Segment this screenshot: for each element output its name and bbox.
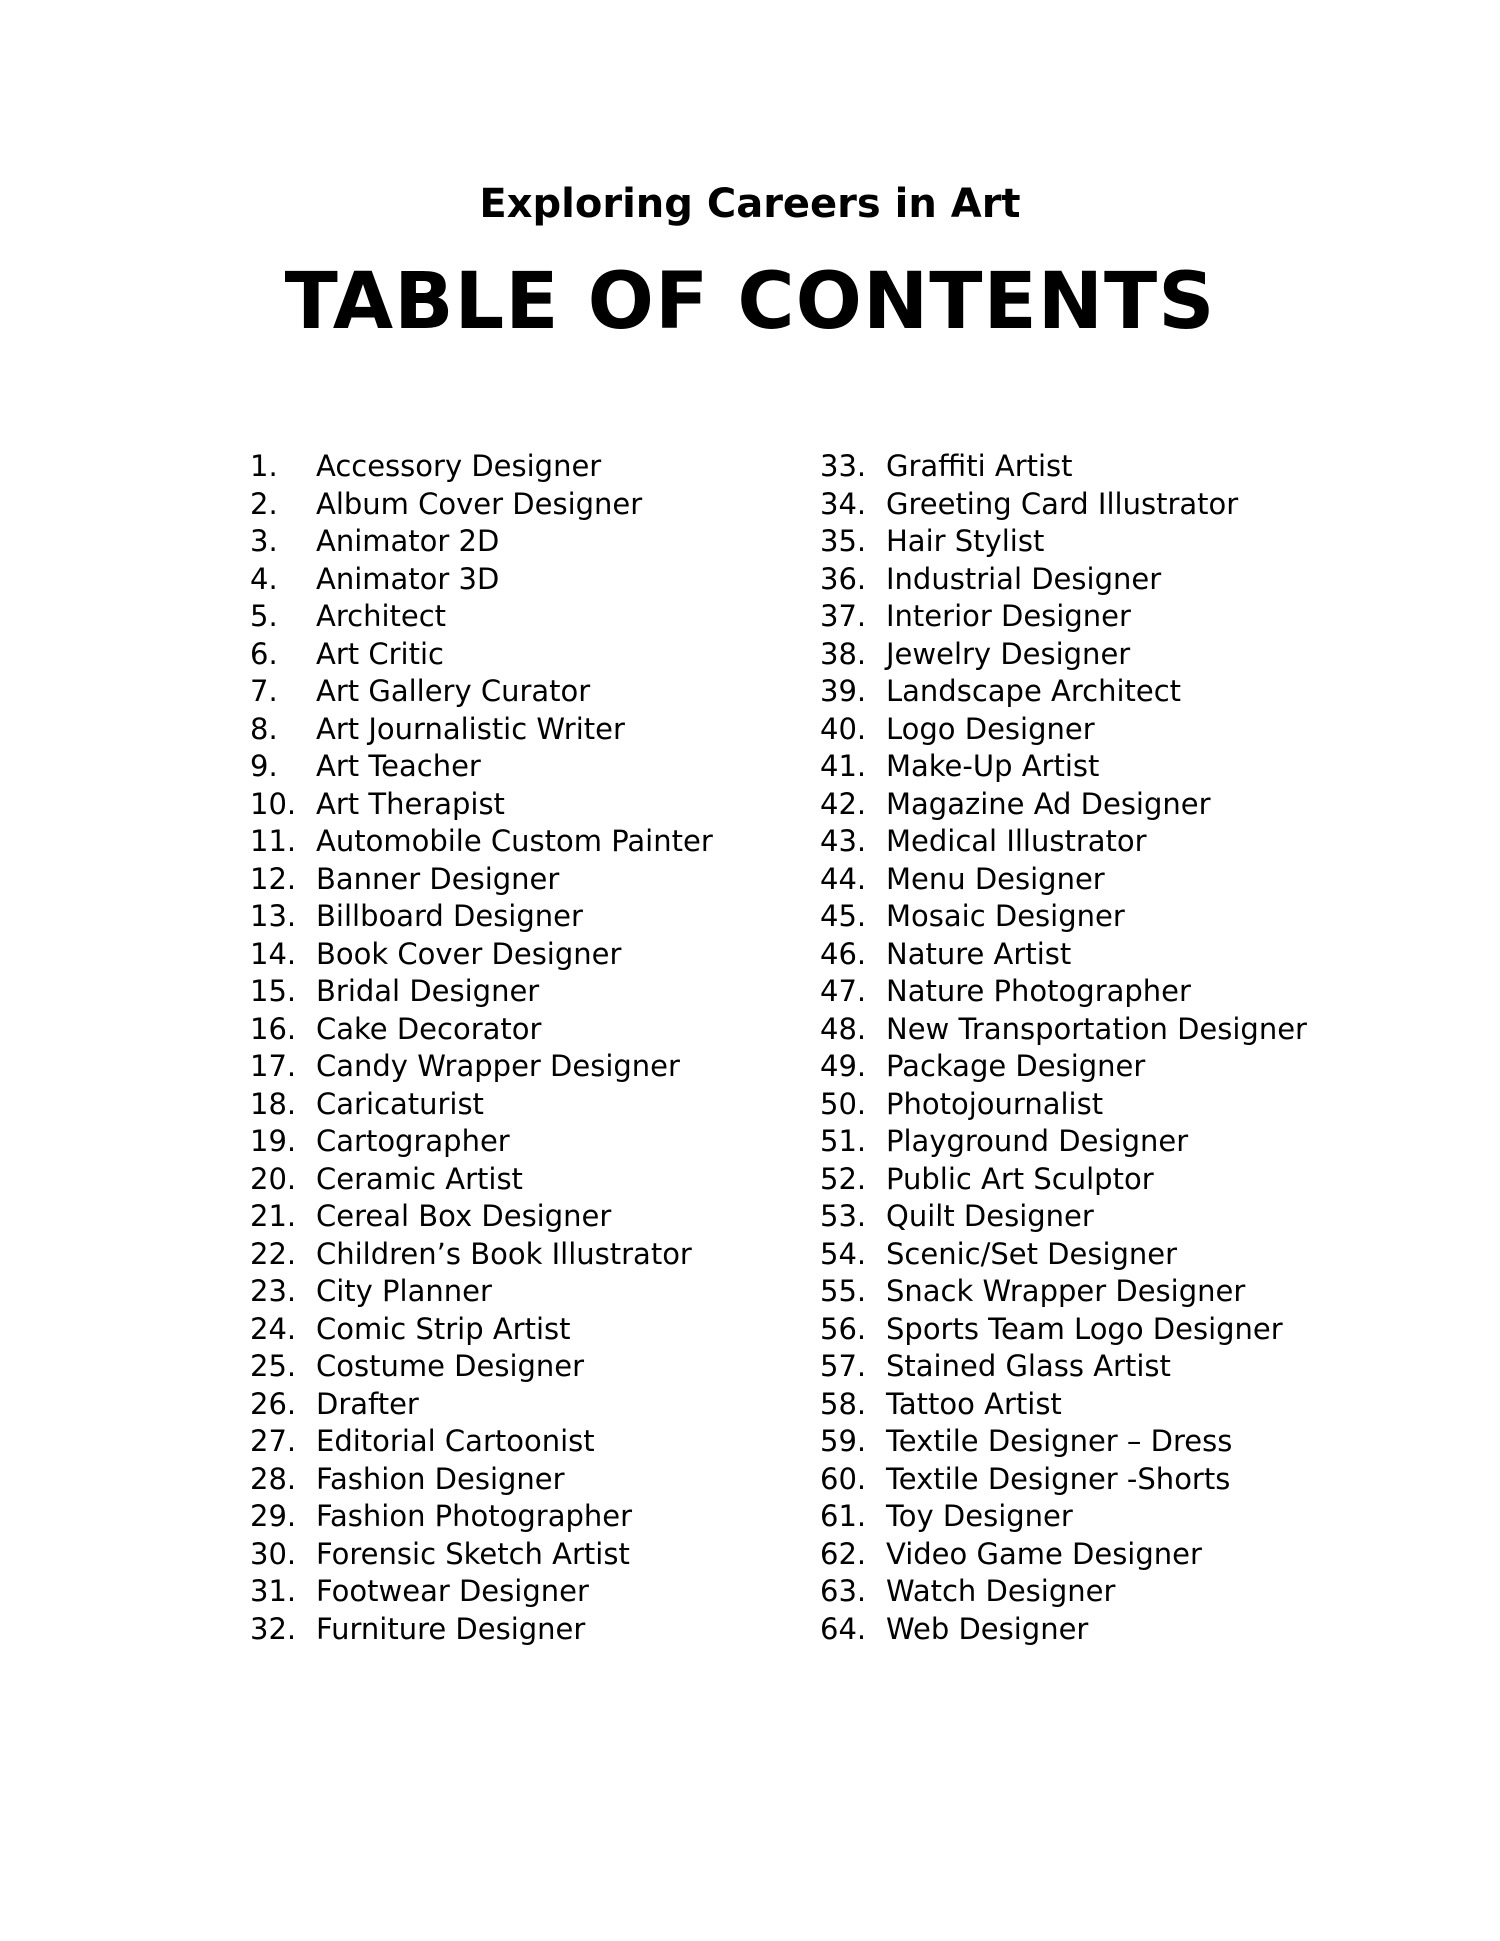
toc-entry: [250, 523, 770, 561]
toc-entry-number: 24.: [250, 1311, 297, 1346]
toc-entry-label: Banner Designer: [316, 861, 560, 896]
toc-entry-label: Art Gallery Curator: [316, 674, 591, 708]
toc-entry: [250, 898, 770, 936]
toc-entry-label: Hair Stylist: [886, 524, 1045, 558]
toc-entry: [820, 1011, 1380, 1049]
toc-entry-number: 32.: [250, 1611, 297, 1646]
toc-entry: [820, 936, 1380, 974]
toc-entry: [250, 1086, 770, 1124]
toc-entry: [250, 973, 770, 1011]
toc-entry-label: Menu Designer: [886, 861, 1105, 896]
toc-entry-label: Art Therapist: [316, 786, 505, 821]
toc-entry-number: 42.: [820, 786, 867, 821]
toc-entry-label: Ceramic Artist: [316, 1161, 523, 1196]
toc-entry-number: 13.: [250, 899, 297, 933]
toc-entry-number: 6.: [250, 636, 278, 671]
toc-entry-label: Magazine Ad Designer: [886, 786, 1211, 821]
toc-entry: [820, 486, 1380, 524]
toc-entry: [250, 598, 770, 636]
toc-entry: [250, 936, 770, 974]
toc-entry: [250, 861, 770, 899]
toc-entry-label: Fashion Photographer: [316, 1499, 633, 1533]
toc-entry: [820, 1123, 1380, 1161]
toc-entry-number: 50.: [820, 1086, 867, 1121]
toc-entry: [250, 823, 770, 861]
toc-entry-number: 30.: [250, 1536, 297, 1571]
toc-entry-number: 56.: [820, 1311, 867, 1346]
toc-entry: [250, 1423, 770, 1461]
toc-entry-label: City Planner: [316, 1274, 492, 1308]
toc-entry: [250, 1348, 770, 1386]
toc-entry: [250, 673, 770, 711]
toc-entry: [820, 1048, 1380, 1086]
toc-entry-label: Web Designer: [886, 1611, 1089, 1646]
toc-entry-label: Fashion Designer: [316, 1461, 565, 1496]
toc-entry-label: Comic Strip Artist: [316, 1311, 571, 1346]
toc-entry-number: 55.: [820, 1274, 867, 1308]
toc-entry-label: Snack Wrapper Designer: [886, 1274, 1246, 1308]
toc-entry: [820, 1273, 1380, 1311]
toc-entry: [820, 1161, 1380, 1199]
toc-entry-label: Billboard Designer: [316, 899, 583, 933]
toc-entry-number: 9.: [250, 749, 278, 783]
toc-entry-label: Toy Designer: [886, 1499, 1073, 1533]
document-title: TABLE OF CONTENTS: [284, 257, 1216, 347]
toc-entry-number: 62.: [820, 1536, 867, 1571]
toc-entry: [250, 486, 770, 524]
toc-entry: [820, 523, 1380, 561]
toc-entry-number: 28.: [250, 1461, 297, 1496]
toc-entry: [820, 823, 1380, 861]
toc-entry-number: 33.: [820, 449, 867, 483]
toc-entry-number: 23.: [250, 1274, 297, 1308]
toc-entry-number: 31.: [250, 1574, 297, 1608]
toc-entry-label: Scenic/Set Designer: [886, 1236, 1178, 1271]
toc-entry-label: Playground Designer: [886, 1124, 1189, 1158]
toc-entry: [820, 1311, 1380, 1349]
toc-entry: [250, 1311, 770, 1349]
toc-entry: [250, 1273, 770, 1311]
toc-entry-number: 3.: [250, 524, 278, 558]
toc-entry: [250, 636, 770, 674]
toc-entry-number: 16.: [250, 1011, 297, 1046]
toc-entry: [820, 861, 1380, 899]
toc-entry: [250, 1048, 770, 1086]
toc-entry: [820, 1236, 1380, 1274]
toc-entry: [820, 786, 1380, 824]
toc-entry-label: Editorial Cartoonist: [316, 1424, 595, 1458]
toc-entry-number: 54.: [820, 1236, 867, 1271]
contents-column-right: [820, 448, 1380, 1648]
toc-entry-number: 58.: [820, 1386, 867, 1421]
toc-entry: [820, 748, 1380, 786]
toc-entry-number: 7.: [250, 674, 278, 708]
toc-entry-number: 20.: [250, 1161, 297, 1196]
toc-entry-label: Automobile Custom Painter: [316, 824, 713, 858]
toc-entry-number: 14.: [250, 936, 297, 971]
toc-entry-label: Album Cover Designer: [316, 486, 643, 521]
toc-entry-label: Sports Team Logo Designer: [886, 1311, 1283, 1346]
toc-entry: [250, 1198, 770, 1236]
toc-entry-number: 35.: [820, 524, 867, 558]
toc-entry: [250, 1498, 770, 1536]
toc-entry-number: 53.: [820, 1199, 867, 1233]
toc-entry-number: 29.: [250, 1499, 297, 1533]
toc-entry-label: Nature Artist: [886, 936, 1072, 971]
toc-entry: [820, 561, 1380, 599]
toc-entry-label: Book Cover Designer: [316, 936, 622, 971]
toc-entry: [250, 711, 770, 749]
toc-entry-label: Footwear Designer: [316, 1574, 589, 1608]
toc-entry-label: Children’s Book Illustrator: [316, 1236, 692, 1271]
toc-entry-number: 37.: [820, 599, 867, 633]
contents-column-left: [250, 448, 770, 1648]
toc-entry: [250, 1611, 770, 1649]
toc-entry: [820, 1423, 1380, 1461]
toc-entry-number: 8.: [250, 711, 278, 746]
toc-entry-number: 5.: [250, 599, 278, 633]
toc-entry-label: Watch Designer: [886, 1574, 1116, 1608]
toc-entry-label: Graffiti Artist: [886, 449, 1073, 483]
toc-entry-label: Cartographer: [316, 1124, 510, 1158]
toc-entry-label: Interior Designer: [886, 599, 1131, 633]
toc-entry-label: Video Game Designer: [886, 1536, 1202, 1571]
toc-entry-label: Public Art Sculptor: [886, 1161, 1154, 1196]
toc-entry-number: 47.: [820, 974, 867, 1008]
toc-entry: [250, 561, 770, 599]
toc-entry-number: 11.: [250, 824, 297, 858]
toc-entry-label: Forensic Sketch Artist: [316, 1536, 630, 1571]
toc-entry-label: Art Critic: [316, 636, 444, 671]
toc-entry-number: 18.: [250, 1086, 297, 1121]
toc-entry-number: 4.: [250, 561, 278, 596]
toc-entry-number: 15.: [250, 974, 297, 1008]
toc-entry-label: Cake Decorator: [316, 1011, 542, 1046]
toc-entry-number: 12.: [250, 861, 297, 896]
toc-entry: [820, 1498, 1380, 1536]
toc-entry-label: Industrial Designer: [886, 561, 1162, 596]
toc-entry: [820, 711, 1380, 749]
toc-entry-number: 44.: [820, 861, 867, 896]
toc-entry-number: 57.: [820, 1349, 867, 1383]
toc-entry-number: 10.: [250, 786, 297, 821]
toc-entry-label: Textile Designer -Shorts: [886, 1461, 1231, 1496]
toc-entry-label: Caricaturist: [316, 1086, 484, 1121]
toc-entry-label: Logo Designer: [886, 711, 1095, 746]
toc-entry-number: 43.: [820, 824, 867, 858]
toc-entry: [250, 1123, 770, 1161]
toc-entry-number: 26.: [250, 1386, 297, 1421]
toc-entry-label: Quilt Designer: [886, 1199, 1094, 1233]
toc-entry-label: Photojournalist: [886, 1086, 1104, 1121]
toc-entry-label: Drafter: [316, 1386, 419, 1421]
toc-entry-number: 36.: [820, 561, 867, 596]
toc-entry-label: Medical Illustrator: [886, 824, 1147, 858]
toc-entry-label: Furniture Designer: [316, 1611, 586, 1646]
toc-entry-number: 61.: [820, 1499, 867, 1533]
toc-entry-label: Jewelry Designer: [886, 636, 1131, 671]
toc-entry: [820, 598, 1380, 636]
toc-entry-number: 27.: [250, 1424, 297, 1458]
toc-entry-label: Art Teacher: [316, 749, 481, 783]
toc-entry-label: Landscape Architect: [886, 674, 1182, 708]
toc-entry-label: Animator 3D: [316, 561, 500, 596]
toc-entry-label: New Transportation Designer: [886, 1011, 1307, 1046]
toc-entry-label: Art Journalistic Writer: [316, 711, 625, 746]
toc-entry-number: 22.: [250, 1236, 297, 1271]
toc-entry: [250, 1236, 770, 1274]
toc-entry: [820, 673, 1380, 711]
toc-entry: [820, 1536, 1380, 1574]
toc-entry-number: 51.: [820, 1124, 867, 1158]
toc-entry: [820, 1348, 1380, 1386]
toc-entry-number: 34.: [820, 486, 867, 521]
toc-entry-number: 1.: [250, 449, 278, 483]
toc-entry: [820, 636, 1380, 674]
toc-entry: [250, 1011, 770, 1049]
toc-entry-label: Bridal Designer: [316, 974, 540, 1008]
toc-entry-label: Package Designer: [886, 1049, 1146, 1083]
toc-entry-number: 59.: [820, 1424, 867, 1458]
toc-entry-label: Tattoo Artist: [886, 1386, 1062, 1421]
toc-entry-label: Architect: [316, 599, 447, 633]
toc-entry-number: 40.: [820, 711, 867, 746]
toc-entry-label: Stained Glass Artist: [886, 1349, 1171, 1383]
toc-entry-label: Nature Photographer: [886, 974, 1191, 1008]
toc-entry-number: 2.: [250, 486, 278, 521]
toc-entry-number: 46.: [820, 936, 867, 971]
toc-entry: [820, 973, 1380, 1011]
toc-entry: [820, 1086, 1380, 1124]
toc-entry-label: Make-Up Artist: [886, 749, 1100, 783]
toc-entry: [250, 1536, 770, 1574]
toc-entry-number: 48.: [820, 1011, 867, 1046]
toc-entry-label: Accessory Designer: [316, 449, 602, 483]
toc-entry-label: Greeting Card Illustrator: [886, 486, 1239, 521]
toc-entry-number: 49.: [820, 1049, 867, 1083]
toc-entry: [250, 786, 770, 824]
toc-entry: [250, 748, 770, 786]
toc-entry-number: 63.: [820, 1574, 867, 1608]
toc-entry: [820, 1386, 1380, 1424]
toc-entry: [250, 1573, 770, 1611]
toc-entry-number: 45.: [820, 899, 867, 933]
toc-entry-number: 38.: [820, 636, 867, 671]
toc-entry-number: 52.: [820, 1161, 867, 1196]
toc-entry: [820, 448, 1380, 486]
toc-entry: [250, 1461, 770, 1499]
toc-entry: [250, 448, 770, 486]
toc-entry: [820, 1611, 1380, 1649]
toc-entry-number: 19.: [250, 1124, 297, 1158]
toc-entry-number: 64.: [820, 1611, 867, 1646]
toc-entry: [820, 1461, 1380, 1499]
toc-entry-number: 60.: [820, 1461, 867, 1496]
toc-entry-label: Candy Wrapper Designer: [316, 1049, 680, 1083]
toc-entry: [250, 1161, 770, 1199]
toc-entry: [250, 1386, 770, 1424]
toc-entry-label: Animator 2D: [316, 524, 500, 558]
toc-entry-number: 25.: [250, 1349, 297, 1383]
toc-entry-label: Costume Designer: [316, 1349, 585, 1383]
toc-entry: [820, 1573, 1380, 1611]
document-subtitle: Exploring Careers in Art: [479, 181, 1021, 227]
toc-entry-number: 39.: [820, 674, 867, 708]
toc-entry-label: Mosaic Designer: [886, 899, 1125, 933]
toc-entry-label: Cereal Box Designer: [316, 1199, 612, 1233]
toc-entry: [820, 1198, 1380, 1236]
toc-entry-number: 21.: [250, 1199, 297, 1233]
toc-entry: [820, 898, 1380, 936]
toc-entry-number: 41.: [820, 749, 867, 783]
toc-entry-label: Textile Designer – Dress: [886, 1424, 1233, 1458]
toc-entry-number: 17.: [250, 1049, 297, 1083]
